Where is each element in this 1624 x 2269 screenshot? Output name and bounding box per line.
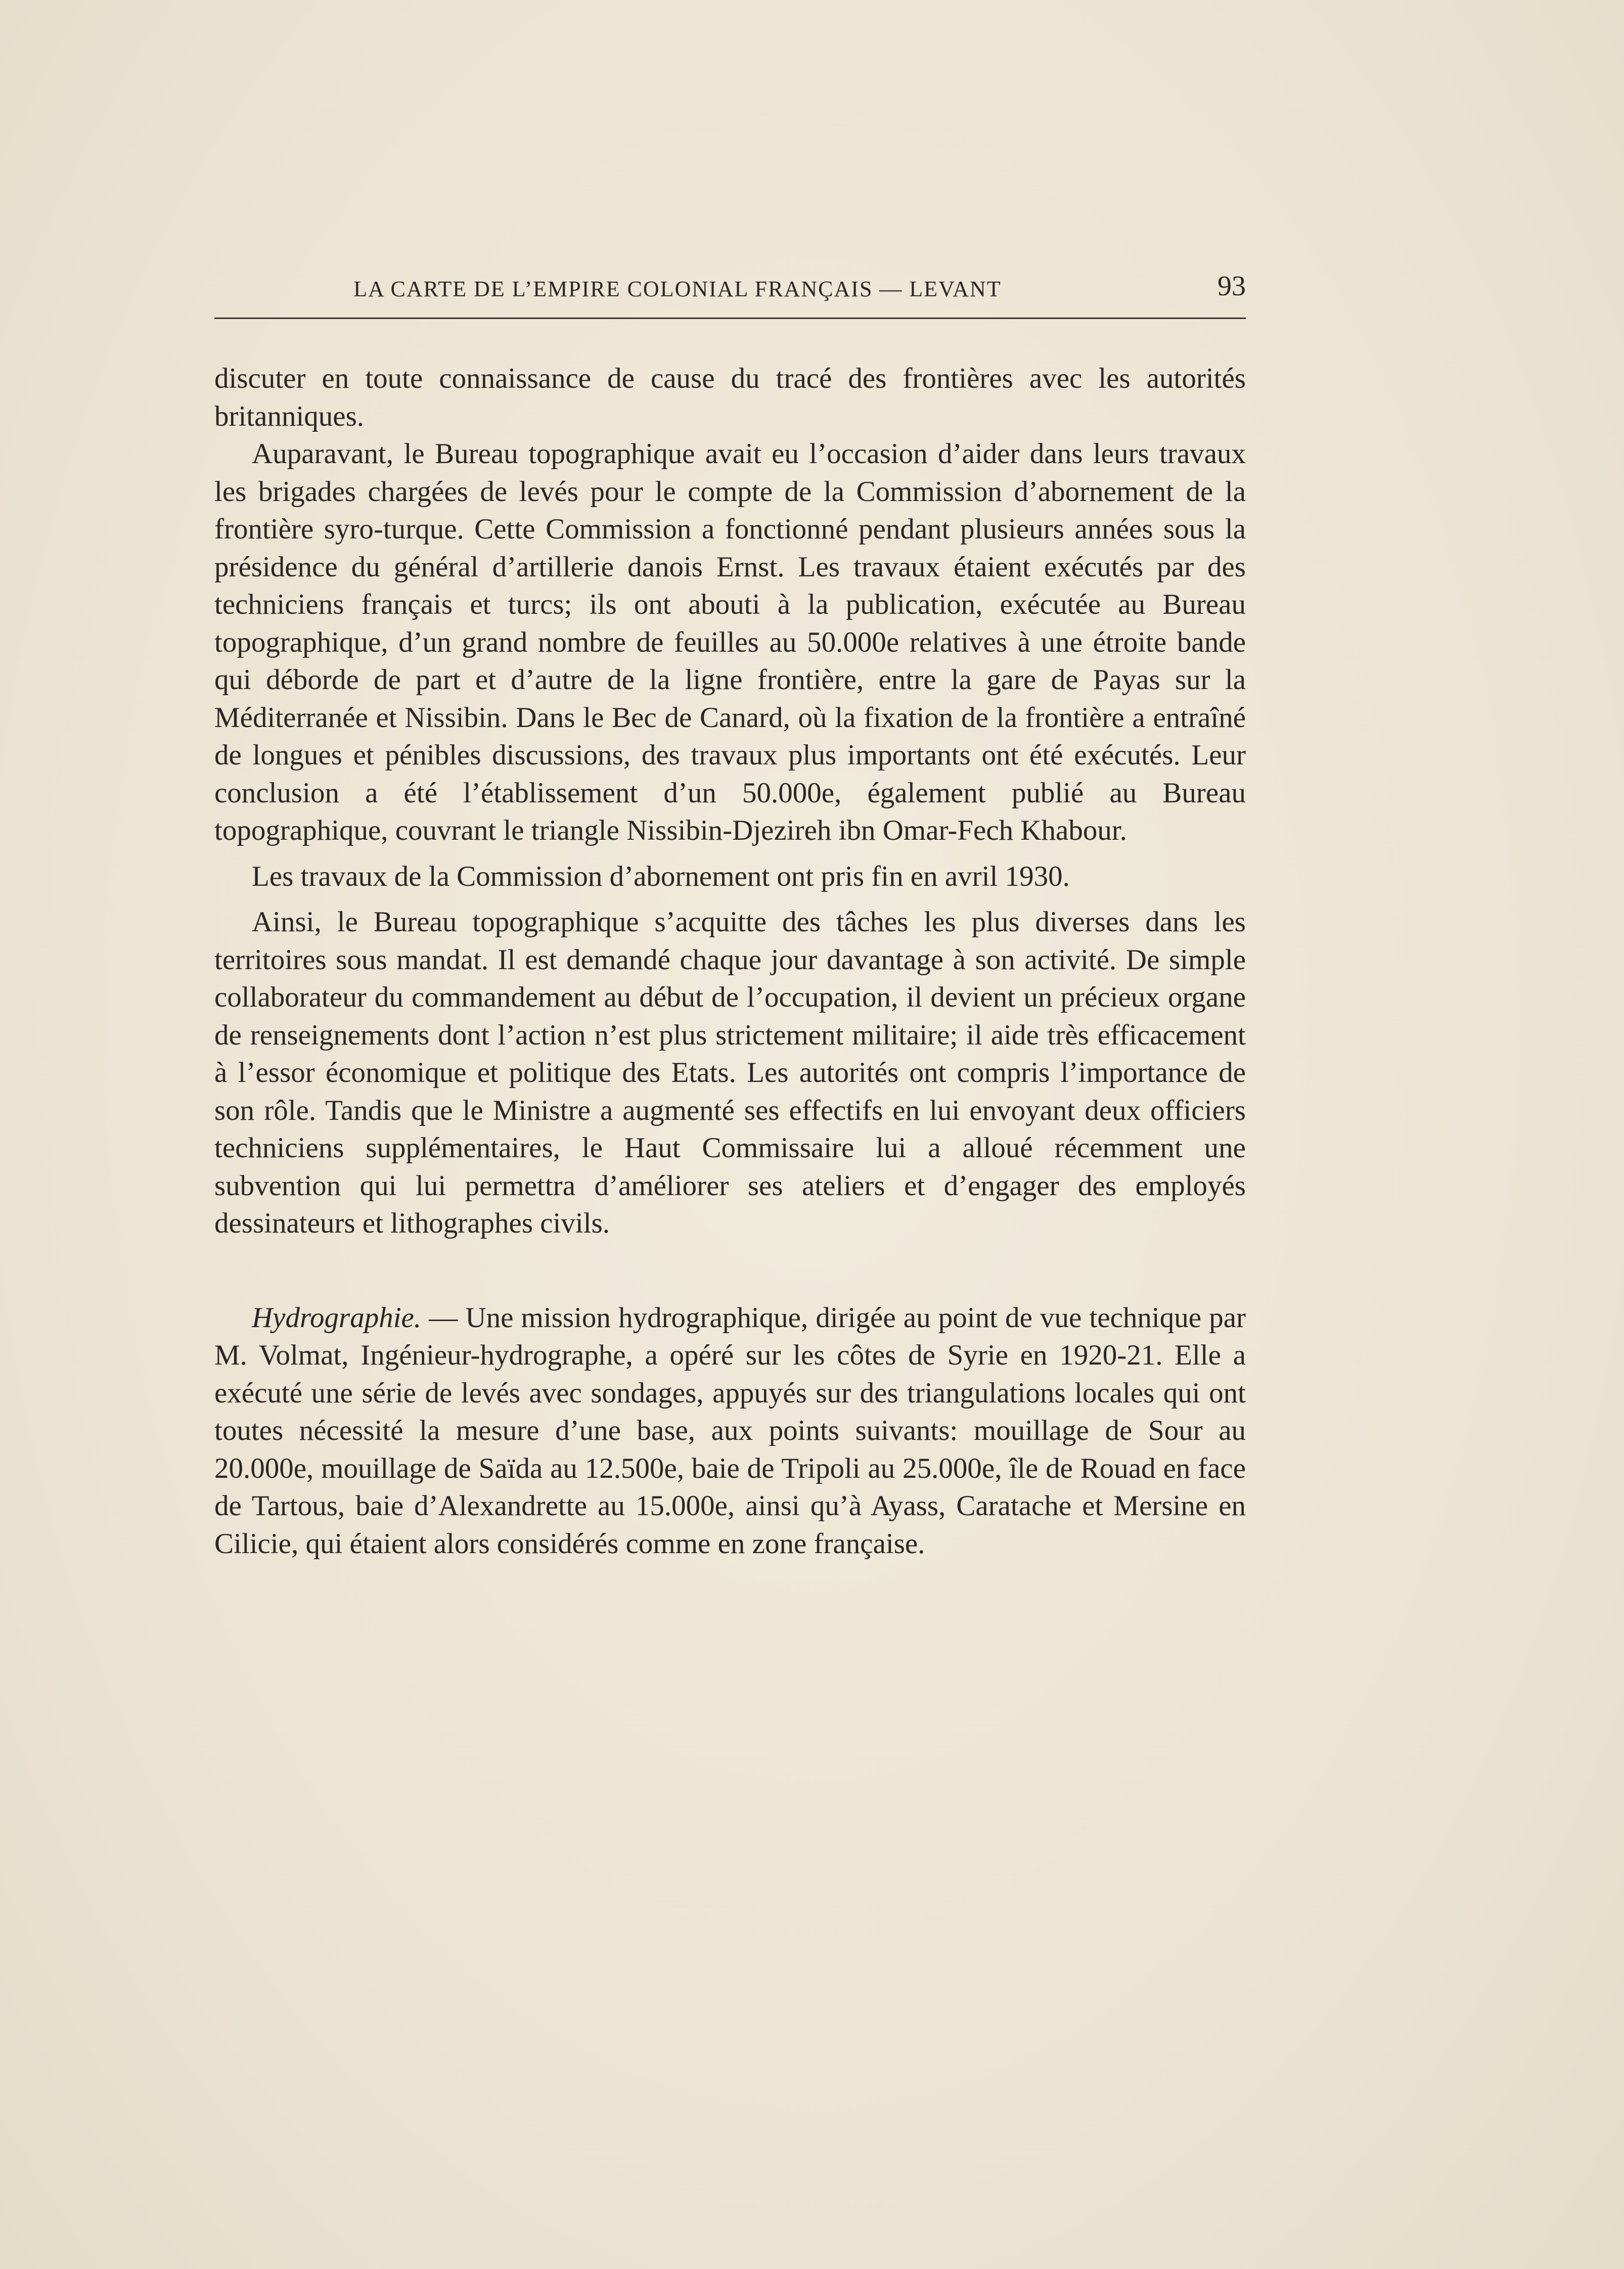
page-number: 93 [1217,270,1246,302]
paragraph-1: discuter en toute connaissance de cause du tracé des frontières avec les autorités britanniques. [214,362,1246,432]
header-rule [214,317,1246,319]
running-title: LA CARTE DE L’EMPIRE COLONIAL FRANÇAIS — LEVANT [353,277,1002,301]
paragraph-4: Ainsi, le Bureau topographique s’acquitte des tâches les plus diverses dans les territoires sous mandat. Il est demandé chaque jour davantage à son activité. De simple collaborateur du commandement au début de l’occupation, il devient un précieux organe de renseignements dont l’action n’est plus strictement militaire; il aide très efficacement à l’essor économique et politique des Etats. Les autorités ont compris l’importance de son rôle. Tandis que le Ministre a augmenté ses effectifs en lui envoyant deux officiers techniciens supplémentaires, le Haut Commissaire lui a alloué récemment une subvention qui lui permettra d’améliorer ses ateliers et d’engager des employés dessinateurs et lithographes civils. [214,906,1246,1239]
hydrographie-paragraph [214,1299,1246,1563]
paragraph-2: Auparavant, le Bureau topographique avait eu l’occasion d’aider dans leurs travaux les brigades chargées de levés pour le compte de la Commission d’abornement de la frontière syro-turque. Cette Commission a fonctionné pendant plusieurs années sous la présidence du général d’artillerie danois Ernst. Les travaux étaient exécutés par des techniciens français et turcs; ils ont abouti à la publication, exécutée au Bureau topographique, d’un grand nombre de feuilles au 50.000e relatives à une étroite bande qui déborde de part et d’autre de la ligne frontière, entre la gare de Payas sur la Méditerranée et Nissibin. Dans le Bec de Canard, où la fixation de la frontière a entraîné de longues et pénibles discussions, des travaux plus importants ont été exécutés. Leur conclusion a été l’établissement d’un 50.000e, également publié au Bureau topographique, couvrant le triangle Nissibin-Djezireh ibn Omar-Fech Khabour. [214,438,1246,846]
section-heading: Hydrographie. [252,1301,422,1334]
running-head [214,267,1246,312]
paragraph-3: Les travaux de la Commission d’abornement ont pris fin en avril 1930. [252,860,1070,892]
section-text: — Une mission hydrographique, dirigée au point de vue technique par M. Volmat, Ingénieur-hydrographe, a opéré sur les côtes de Syrie en 1920-21. Elle a exécuté une série de levés avec sondages, appuyés sur des triangulations locales qui ont toutes nécessité la mesure d’une base, aux points suivants: mouillage de Sour au 20.000e, mouillage de Saïda au 12.500e, baie de Tripoli au 25.000e, île de Rouad en face de Tartous, baie d’Alexandrette au 15.000e, ainsi qu’à Ayass, Caratache et Mersine en Cilicie, qui étaient alors considérés comme en zone française. [214,1301,1246,1560]
body-text [214,360,1246,1563]
